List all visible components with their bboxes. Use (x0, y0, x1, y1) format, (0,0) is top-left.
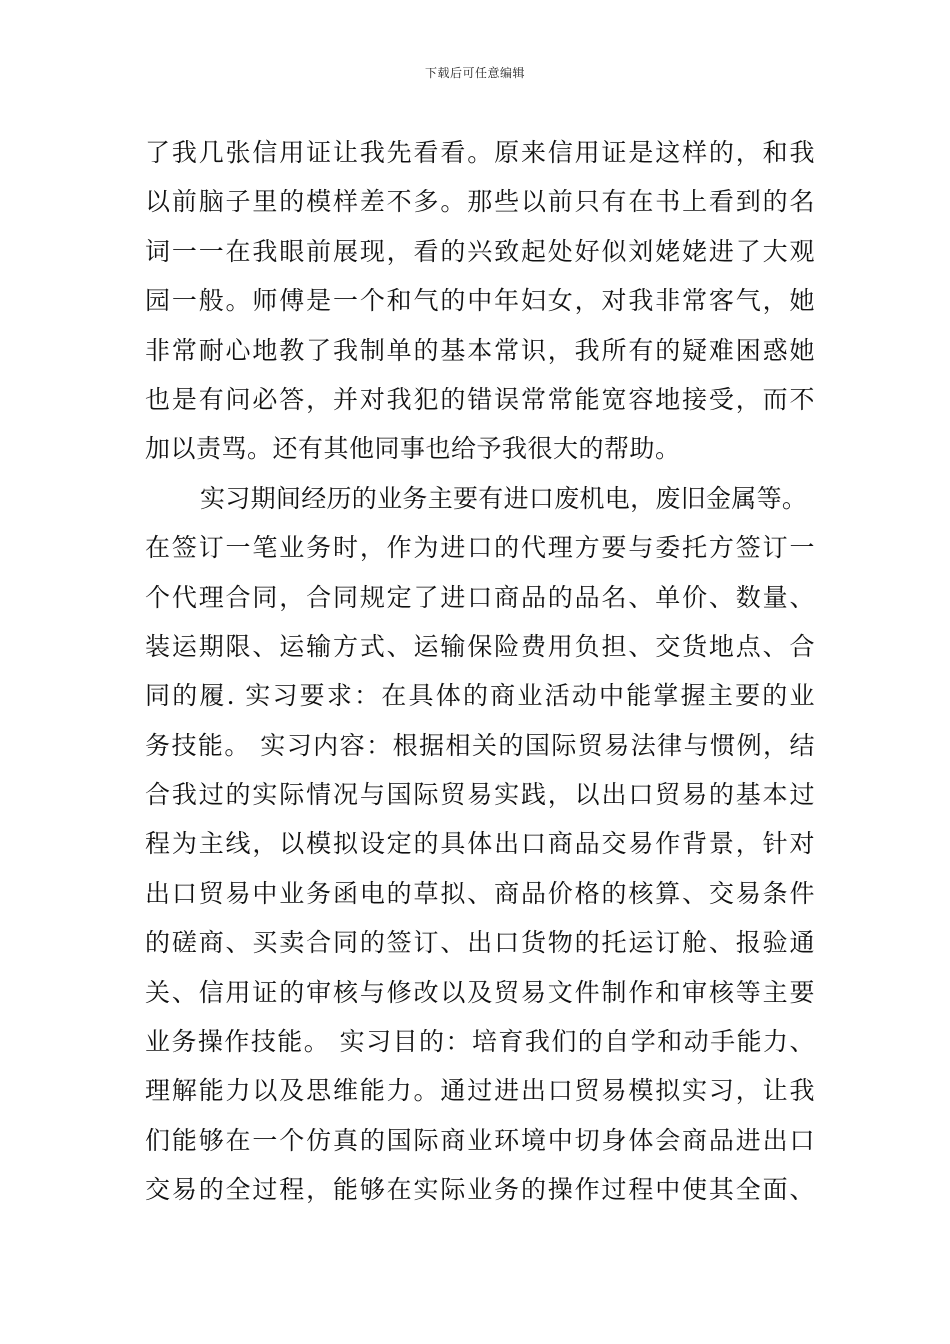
text-line: 装运期限、运输方式、运输保险费用负担、交货地点、合 (145, 631, 815, 661)
text-line: 词一一在我眼前展现，看的兴致起处好似刘姥姥进了大观 (145, 236, 815, 266)
text-line: 以前脑子里的模样差不多。那些以前只有在书上看到的名 (145, 187, 815, 217)
text-line: 交易的全过程，能够在实际业务的操作过程中使其全面、 (145, 1175, 815, 1205)
text-line: 个代理合同，合同规定了进口商品的品名、单价、数量、 (145, 582, 815, 612)
paragraph-first-line: 实习期间经历的业务主要有进口废机电，废旧金属等。 (200, 483, 808, 513)
text-line: 关、信用证的审核与修改以及贸易文件制作和审核等主要 (145, 977, 815, 1007)
text-line: 在签订一笔业务时，作为进口的代理方要与委托方签订一 (145, 533, 815, 563)
text-line: 务技能。 实习内容：根据相关的国际贸易法律与惯例，结 (145, 730, 815, 760)
text-line: 园一般。师傅是一个和气的中年妇女，对我非常客气，她 (145, 286, 815, 316)
text-line: 同的履. 实习要求：在具体的商业活动中能掌握主要的业 (145, 681, 815, 711)
text-line: 也是有问必答，并对我犯的错误常常能宽容地接受，而不 (145, 384, 815, 414)
text-line: 的磋商、买卖合同的签订、出口货物的托运订舱、报验通 (145, 928, 815, 958)
text-line: 程为主线，以模拟设定的具体出口商品交易作背景，针对 (145, 829, 815, 859)
text-line: 合我过的实际情况与国际贸易实践，以出口贸易的基本过 (145, 780, 815, 810)
text-line: 出口贸易中业务函电的草拟、商品价格的核算、交易条件 (145, 878, 815, 908)
text-line: 理解能力以及思维能力。通过进出口贸易模拟实习，让我 (145, 1076, 815, 1106)
document-body (145, 128, 815, 1215)
text-line: 们能够在一个仿真的国际商业环境中切身体会商品进出口 (145, 1125, 815, 1155)
text-line: 非常耐心地教了我制单的基本常识，我所有的疑难困惑她 (145, 335, 815, 365)
page-header-note: 下载后可任意编辑 (424, 66, 525, 80)
text-line: 加以责骂。还有其他同事也给予我很大的帮助。 (145, 434, 681, 464)
text-line: 了我几张信用证让我先看看。原来信用证是这样的，和我 (145, 138, 815, 167)
text-line: 业务操作技能。 实习目的：培育我们的自学和动手能力、 (145, 1027, 815, 1057)
